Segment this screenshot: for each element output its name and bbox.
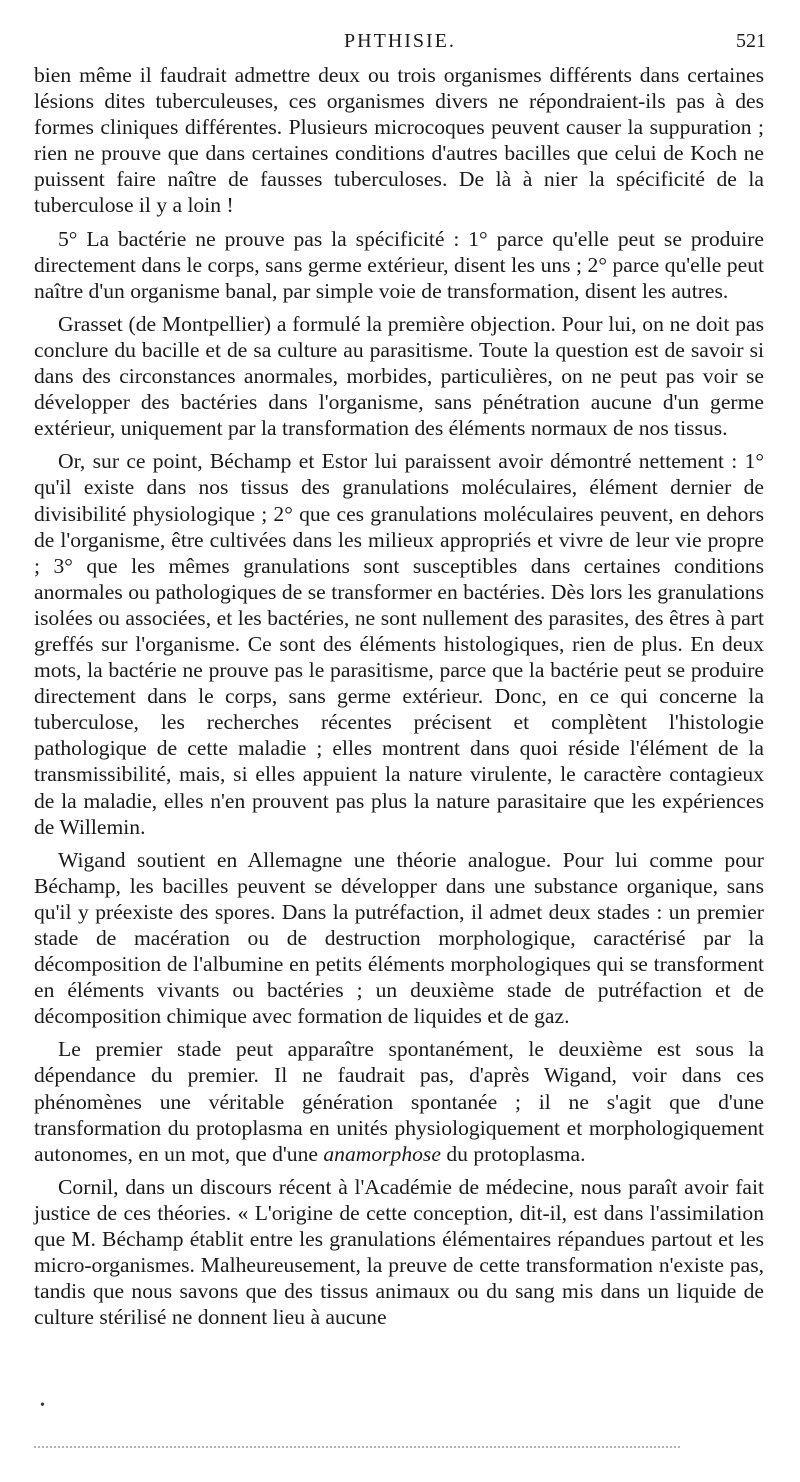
paragraph-3: Grasset (de Montpellier) a formulé la première objection. Pour lui, on ne doit pas conclure du bacille et de sa culture au parasitisme. Toute la question est de savoir si dans des circonstances anormales, morbides, particulières, on ne peut pas voir se développer des bactéries dans l'organisme, sans pénétration aucune d'un germe extérieur, uniquement par la transformation des éléments normaux de nos tissus.: [34, 311, 764, 441]
page-number: 521: [736, 30, 766, 52]
paragraph-2: 5° La bactérie ne prouve pas la spécificité : 1° parce qu'elle peut se produire directement dans le corps, sans germe extérieur, disent les uns ; 2° parce qu'elle peut naître d'un organisme banal, par simple voie de transformation, disent les autres.: [34, 226, 764, 303]
paragraph-5: Wigand soutient en Allemagne une théorie analogue. Pour lui comme pour Béchamp, les bacilles peuvent se développer dans une substance organique, sans qu'il y préexiste des spores. Dans la putréfaction, il admet deux stades : un premier stade de macération ou de destruction morphologique, caractérisé par la décomposition de l'albumine en petits éléments morphologiques qui se transforment en éléments vivants ou bactéries ; un deuxième stade de putréfaction et de décomposition chimique avec formation de liquides et de gaz.: [34, 847, 764, 1029]
page-header: [34, 30, 766, 58]
paragraph-1: bien même il faudrait admettre deux ou trois organismes différents dans certaines lésions dites tuberculeuses, ces organismes divers ne répondraient-ils pas à des formes cliniques différentes. Plusieurs microcoques peuvent causer la suppuration ; rien ne prouve que dans certaines conditions d'autres bacilles que celui de Koch ne puissent faire naître de fausses tuberculoses. De là à nier la spécificité de la tuberculose il y a loin !: [34, 63, 764, 218]
bottom-rule: [34, 1446, 680, 1448]
body-text: [34, 62, 764, 1330]
paragraph-7: Cornil, dans un discours récent à l'Académie de médecine, nous paraît avoir fait justice de ces théories. « L'origine de cette conception, dit-il, est dans l'assimilation que M. Béchamp établit entre les granulations élémentaires répandues partout et les micro-organismes. Malheureusement, la preuve de cette transformation n'existe pas, tandis que nous savons que des tissus animaux ou du sang mis dans un liquide de culture stérilisé ne donnent lieu à aucune: [34, 1174, 764, 1330]
italic-term: anamorphose: [323, 1141, 441, 1166]
stray-mark: •: [40, 1398, 45, 1413]
running-title: PHTHISIE.: [344, 30, 456, 52]
paragraph-6: [34, 1036, 764, 1166]
paragraph-6-text-after: du protoplasma.: [440, 1141, 586, 1166]
paragraph-6-text-before: Le premier stade peut apparaître spontanément, le deuxième est sous la dépendance du premier. Il ne faudrait pas, d'après Wigand, voir dans ces phénomènes une véritable génération spontanée ; il ne s'agit que d'une transformation du protoplasma en unités physiologiquement et morphologiquement autonomes, en un mot, que d'une: [34, 1037, 764, 1166]
paragraph-4: Or, sur ce point, Béchamp et Estor lui paraissent avoir démontré nettement : 1° qu'il existe dans nos tissus des granulations moléculaires, élément dernier de divisibilité physiologique ; 2° que ces granulations moléculaires peuvent, en dehors de l'organisme, être cultivées dans les milieux appropriés et vivre de leur vie propre ; 3° que les mêmes granulations sont susceptibles dans certaines conditions anormales ou pathologiques de se transformer en bactéries. Dès lors les granulations isolées ou associées, et les bactéries, ne sont nullement des parasites, des êtres à part greffés sur l'organisme. Ce sont des éléments histologiques, rien de plus. En deux mots, la bactérie ne prouve pas le parasitisme, parce que la bactérie peut se produire directement dans le corps, sans germe extérieur. Donc, en ce qui concerne la tuberculose, les recherches récentes précisent et complètent l'histologie pathologique de cette maladie ; elles montrent dans quoi réside l'élément de la transmissibilité, mais, si elles appuient la nature virulente, le caractère contagieux de la maladie, elles n'en prouvent pas plus la nature parasitaire que les expériences de Willemin.: [34, 449, 764, 839]
